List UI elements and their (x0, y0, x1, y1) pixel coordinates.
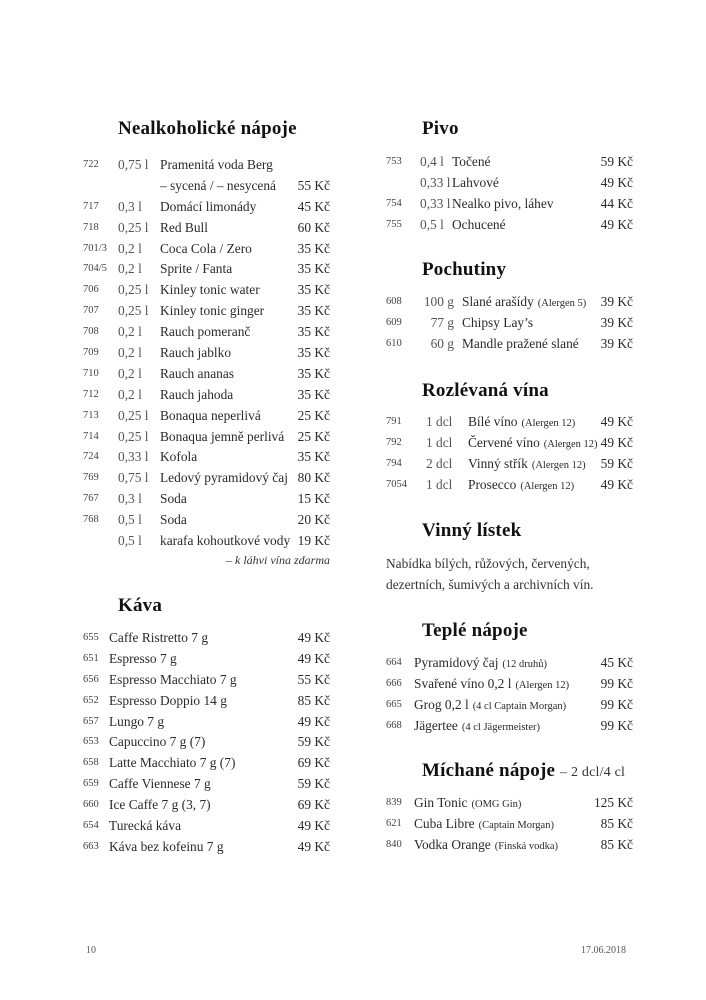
item-name (160, 385, 233, 406)
item-name (109, 774, 211, 795)
item-name (109, 628, 208, 649)
item-price: 49 Kč (600, 414, 633, 429)
item-price: 39 Kč (600, 294, 633, 309)
menu-item (83, 753, 330, 774)
item-code: 654 (83, 820, 99, 832)
item-price: 49 Kč (297, 713, 330, 729)
item-price: 49 Kč (297, 818, 330, 834)
section-title-michane (422, 760, 625, 782)
menu-item (83, 218, 330, 239)
menu-item (83, 427, 330, 448)
menu-item (386, 695, 633, 716)
item-name-text: Pramenitá voda Berg (160, 157, 273, 172)
item-volume: 0,2 l (118, 345, 142, 361)
item-volume: 0,33 l (118, 449, 149, 465)
item-name (160, 197, 256, 218)
menu-item (83, 670, 330, 691)
item-name (109, 691, 227, 712)
item-price: 35 Kč (297, 324, 330, 340)
item-volume: 0,25 l (118, 303, 149, 319)
item-code: 792 (386, 436, 402, 448)
section-title-vina: Rozlévaná vína (422, 380, 549, 401)
menu-item (83, 837, 330, 858)
item-volume: 1 dcl (426, 476, 453, 492)
item-volume: 0,25 l (118, 282, 149, 298)
item-name-text: Bonaqua jemně perlivá (160, 428, 285, 444)
item-name-text: Káva bez kofeinu 7 g (109, 838, 224, 854)
item-name (160, 280, 260, 301)
menu-item (83, 649, 330, 670)
item-volume: 1 dcl (426, 414, 453, 429)
item-price: 85 Kč (600, 836, 633, 852)
item-price: 69 Kč (297, 755, 330, 771)
menu-item (386, 433, 633, 454)
item-code: 659 (83, 778, 99, 790)
item-name (462, 334, 579, 355)
item-code: 656 (83, 673, 99, 685)
item-name-text: Domácí limonády (160, 198, 257, 214)
item-code: 713 (83, 409, 99, 421)
item-code: 714 (83, 430, 99, 442)
menu-item (83, 510, 330, 531)
item-code: 660 (83, 799, 99, 811)
item-name (160, 468, 288, 489)
item-code: 664 (386, 657, 402, 668)
item-name (468, 433, 598, 456)
item-name (160, 531, 290, 552)
menu-item (386, 716, 633, 737)
menu-item (83, 531, 330, 552)
item-code: 665 (386, 698, 402, 710)
teple-list (386, 653, 633, 737)
item-name (414, 674, 569, 697)
item-name-text: Mandle pražené slané (462, 335, 579, 351)
item-volume: 0,5 l (118, 533, 142, 549)
item-name-text: Sprite / Fanta (160, 261, 233, 277)
menu-item (83, 343, 330, 364)
item-name (468, 412, 575, 435)
item-name-text: Svařené víno 0,2 l (414, 675, 512, 691)
menu-item (386, 674, 633, 695)
item-code: 704/5 (83, 263, 107, 275)
item-name (160, 406, 261, 427)
item-price: 15 Kč (297, 491, 330, 507)
pochutiny-list (386, 292, 633, 355)
item-volume: 0,25 l (118, 407, 149, 423)
item-volume: 60 g (430, 335, 454, 351)
item-volume: 1 dcl (426, 434, 453, 450)
menu-item (386, 475, 633, 496)
item-name-text: Caffe Viennese 7 g (109, 776, 211, 792)
item-name-text: Kofola (160, 449, 198, 465)
item-volume: 0,25 l (118, 428, 149, 444)
michane-subtitle: – 2 dcl/4 cl (560, 765, 626, 780)
item-price: 35 Kč (297, 303, 330, 319)
menu-item (83, 795, 330, 816)
item-code: 610 (386, 337, 402, 349)
item-code: 840 (386, 838, 402, 850)
item-code: 712 (83, 388, 99, 400)
item-code: 708 (83, 326, 99, 338)
item-name (160, 259, 232, 280)
item-code: 655 (83, 632, 99, 643)
item-name-text: Cuba Libre (414, 815, 475, 831)
kava-list (83, 628, 330, 858)
item-price: 35 Kč (297, 240, 330, 256)
menu-item (83, 322, 330, 343)
item-name (414, 716, 540, 739)
item-name (160, 447, 197, 468)
item-name-text: Lahvové (452, 174, 499, 190)
item-name (468, 454, 586, 477)
item-code: 663 (83, 840, 99, 852)
item-name (109, 732, 205, 753)
item-code: 767 (83, 493, 99, 505)
menu-item (83, 259, 330, 280)
menu-item (83, 816, 330, 837)
menu-item (386, 653, 633, 674)
item-name (160, 176, 276, 197)
menu-item (386, 313, 633, 334)
menu-item (83, 364, 330, 385)
item-volume: 0,5 l (420, 216, 444, 232)
item-name (160, 343, 231, 364)
item-name-text: Caffe Ristretto 7 g (109, 630, 209, 645)
item-name-text: Rauch pomeranč (160, 324, 251, 340)
item-code: 652 (83, 694, 99, 706)
item-code: 754 (386, 197, 402, 209)
item-name (109, 753, 235, 774)
menu-item (83, 712, 330, 733)
item-name-text: Soda (160, 512, 187, 528)
item-name (414, 695, 566, 718)
item-volume: 0,33 l (420, 174, 451, 190)
item-name (462, 313, 533, 334)
michane-title-text: Míchané nápoje (422, 760, 556, 781)
item-price: 25 Kč (297, 407, 330, 423)
item-volume: 0,33 l (420, 195, 451, 211)
item-price: 59 Kč (297, 776, 330, 792)
item-code: 839 (386, 797, 402, 808)
item-name-text: Jägertee (414, 717, 458, 733)
item-price: 60 Kč (297, 219, 330, 235)
item-code: 621 (386, 817, 402, 829)
item-name-text: – sycená / – nesycená (160, 177, 277, 193)
item-code: 724 (83, 451, 99, 463)
menu-item (83, 155, 330, 176)
menu-item (386, 412, 633, 433)
item-price: 85 Kč (297, 692, 330, 708)
free-water-note: – k láhvi vína zdarma (226, 553, 330, 567)
nealko-list (83, 155, 330, 552)
item-name (109, 795, 211, 816)
item-price: 99 Kč (600, 675, 633, 691)
item-code: 709 (83, 347, 99, 359)
item-name-text: Točené (452, 154, 491, 169)
item-name (452, 173, 499, 194)
item-price: 55 Kč (297, 671, 330, 687)
item-code: 668 (386, 719, 402, 731)
item-name-text: Latte Macchiato 7 g (7) (109, 755, 236, 771)
menu-item (386, 454, 633, 475)
item-name (109, 712, 164, 733)
item-name-text: Capuccino 7 g (7) (109, 734, 206, 750)
item-code: 706 (83, 284, 99, 296)
item-note: (Alergen 12) (531, 459, 586, 471)
item-name-text: Rauch jablko (160, 345, 232, 361)
item-volume: 0,3 l (118, 491, 142, 507)
section-title-nealko: Nealkoholické nápoje (118, 118, 297, 139)
item-name (160, 427, 284, 448)
item-code: 794 (386, 457, 402, 469)
item-code: 722 (83, 159, 99, 170)
item-price: 49 Kč (600, 216, 633, 232)
item-name-text: Nealko pivo, láhev (452, 195, 554, 211)
item-price: 49 Kč (297, 650, 330, 666)
menu-item (386, 793, 633, 814)
item-name (452, 194, 554, 215)
item-price: 25 Kč (297, 428, 330, 444)
item-price: 99 Kč (600, 696, 633, 712)
menu-item (83, 280, 330, 301)
michane-list (386, 793, 633, 856)
item-code: 657 (83, 715, 99, 727)
item-price: 45 Kč (297, 198, 330, 214)
menu-item (386, 173, 633, 194)
item-name-text: Slané arašídy (462, 294, 534, 309)
item-volume: 0,75 l (118, 470, 149, 486)
menu-item (386, 292, 633, 313)
menu-item (386, 152, 633, 173)
item-name-text: Ochucené (452, 216, 506, 232)
item-price: 44 Kč (600, 195, 633, 211)
item-name-text: Espresso Doppio 14 g (109, 692, 227, 708)
item-name (414, 793, 521, 816)
menu-item (83, 489, 330, 510)
item-price: 85 Kč (600, 815, 633, 831)
item-price: 20 Kč (297, 512, 330, 528)
item-name (109, 649, 177, 670)
item-price: 39 Kč (600, 335, 633, 351)
item-price: 49 Kč (297, 838, 330, 854)
item-note: (12 druhů) (502, 659, 548, 670)
section-title-pivo: Pivo (422, 118, 459, 139)
menu-item (386, 814, 633, 835)
menu-item (83, 628, 330, 649)
item-note: (Alergen 12) (520, 480, 575, 492)
item-price: 45 Kč (600, 655, 633, 670)
item-code: 653 (83, 736, 99, 748)
item-volume: 100 g (423, 294, 454, 309)
section-title-listek: Vinný lístek (422, 520, 522, 541)
page-number: 10 (86, 945, 96, 956)
item-volume: 77 g (430, 314, 454, 330)
item-name (109, 816, 181, 837)
item-volume: 0,25 l (118, 219, 149, 235)
item-price: 35 Kč (297, 282, 330, 298)
menu-item (83, 239, 330, 260)
menu-item (386, 194, 633, 215)
item-code: 755 (386, 218, 402, 230)
item-name (414, 835, 558, 858)
menu-item (83, 774, 330, 795)
item-name-text: Soda (160, 491, 187, 507)
item-volume: 0,2 l (118, 386, 142, 402)
item-price: 55 Kč (297, 177, 330, 193)
item-name-text: Turecká káva (109, 818, 182, 834)
item-price: 59 Kč (297, 734, 330, 750)
item-name (160, 489, 187, 510)
item-name-text: Kinley tonic ginger (160, 303, 265, 319)
item-code: 718 (83, 221, 99, 233)
item-code: 651 (83, 652, 99, 664)
item-name-text: Coca Cola / Zero (160, 240, 252, 256)
item-name (160, 510, 187, 531)
menu-item (83, 447, 330, 468)
item-price: 35 Kč (297, 386, 330, 402)
item-name-text: Rauch jahoda (160, 386, 234, 402)
section-title-pochutiny: Pochutiny (422, 259, 507, 280)
item-name (452, 152, 490, 173)
footer-date: 17.06.2018 (581, 945, 626, 956)
item-note: (OMG Gin) (471, 799, 522, 810)
item-note: (Alergen 12) (543, 438, 598, 450)
item-name-text: Pyramidový čaj (414, 655, 499, 670)
item-code: 666 (386, 677, 402, 689)
item-note: (Alergen 12) (515, 679, 570, 691)
item-name-text: Gin Tonic (414, 795, 468, 810)
section-title-teple: Teplé nápoje (422, 620, 528, 641)
menu-item (83, 385, 330, 406)
item-price: 80 Kč (297, 470, 330, 486)
menu-item (386, 835, 633, 856)
menu-item (83, 176, 330, 197)
item-code: 609 (386, 316, 402, 328)
item-volume: 0,4 l (420, 154, 444, 169)
vina-list (386, 412, 633, 496)
item-code: 608 (386, 296, 402, 307)
item-name-text: Grog 0,2 l (414, 696, 469, 712)
item-name (109, 837, 224, 858)
item-name (414, 653, 547, 676)
item-name-text: Ledový pyramidový čaj (160, 470, 288, 486)
item-note: (4 cl Jägermeister) (461, 721, 541, 733)
item-price: 49 Kč (297, 630, 330, 645)
menu-item (83, 301, 330, 322)
item-volume: 0,2 l (118, 324, 142, 340)
item-name (109, 670, 237, 691)
item-name (160, 364, 234, 385)
item-price: 35 Kč (297, 345, 330, 361)
item-name (414, 814, 554, 837)
item-price: 35 Kč (297, 365, 330, 381)
item-code: 717 (83, 200, 99, 212)
item-price: 59 Kč (600, 455, 633, 471)
item-name-text: Červené víno (468, 434, 540, 450)
item-code: 710 (83, 367, 99, 379)
item-name-text: Red Bull (160, 219, 208, 235)
item-volume: 0,2 l (118, 261, 142, 277)
item-name-text: Chipsy Lay’s (462, 314, 534, 330)
item-code: 707 (83, 305, 99, 317)
item-name (468, 475, 574, 498)
item-volume: 0,5 l (118, 512, 142, 528)
item-price: 125 Kč (593, 795, 633, 810)
menu-item (83, 197, 330, 218)
item-name (160, 155, 273, 176)
item-name (462, 292, 586, 315)
menu-item (83, 406, 330, 427)
pivo-list (386, 152, 633, 236)
item-code: 7054 (386, 478, 407, 490)
item-name-text: Vodka Orange (414, 836, 491, 852)
item-volume: 0,3 l (118, 198, 142, 214)
item-note: (Captain Morgan) (478, 819, 554, 831)
item-name (160, 239, 252, 260)
item-note: (Finská vodka) (494, 840, 559, 852)
item-name (160, 301, 264, 322)
item-code: 658 (83, 757, 99, 769)
item-name (452, 215, 506, 236)
item-price: 49 Kč (600, 434, 633, 450)
item-volume: 0,2 l (118, 365, 142, 381)
item-price: 99 Kč (600, 717, 633, 733)
item-code: 791 (386, 416, 402, 427)
section-title-kava: Káva (118, 595, 163, 616)
item-price: 35 Kč (297, 261, 330, 277)
item-price: 69 Kč (297, 797, 330, 813)
item-name-text: karafa kohoutkové vody (160, 533, 291, 549)
item-name-text: Bílé víno (468, 414, 518, 429)
item-volume: 2 dcl (426, 455, 453, 471)
item-name-text: Lungo 7 g (109, 713, 165, 729)
item-note: (4 cl Captain Morgan) (472, 700, 567, 712)
menu-item (386, 215, 633, 236)
item-name-text: Ice Caffe 7 g (3, 7) (109, 797, 211, 813)
menu-item (83, 691, 330, 712)
item-code: 769 (83, 472, 99, 484)
item-price: 59 Kč (600, 154, 633, 169)
item-price: 19 Kč (297, 533, 330, 549)
item-name-text: Espresso Macchiato 7 g (109, 671, 237, 687)
item-code: 753 (386, 156, 402, 167)
menu-item (83, 468, 330, 489)
item-note: (Alergen 5) (537, 298, 587, 309)
item-price: 35 Kč (297, 449, 330, 465)
item-volume: 0,2 l (118, 240, 142, 256)
item-name-text: Vinný střík (468, 455, 528, 471)
item-name-text: Bonaqua neperlivá (160, 407, 261, 423)
item-code: 768 (83, 514, 99, 526)
menu-item (83, 732, 330, 753)
item-price: 49 Kč (600, 174, 633, 190)
item-code: 701/3 (83, 242, 107, 254)
item-name-text: Rauch ananas (160, 365, 234, 381)
item-name-text: Espresso 7 g (109, 650, 177, 666)
item-name-text: Prosecco (468, 476, 517, 492)
item-note: (Alergen 12) (521, 418, 576, 429)
menu-item (386, 334, 633, 355)
item-name (160, 218, 208, 239)
item-name (160, 322, 250, 343)
item-name-text: Kinley tonic water (160, 282, 260, 298)
item-price: 39 Kč (600, 314, 633, 330)
wine-list-description: Nabídka bílých, růžových, červených, dezertních, šumivých a archivních vín. (386, 556, 594, 592)
item-volume: 0,75 l (118, 157, 149, 172)
item-price: 49 Kč (600, 476, 633, 492)
